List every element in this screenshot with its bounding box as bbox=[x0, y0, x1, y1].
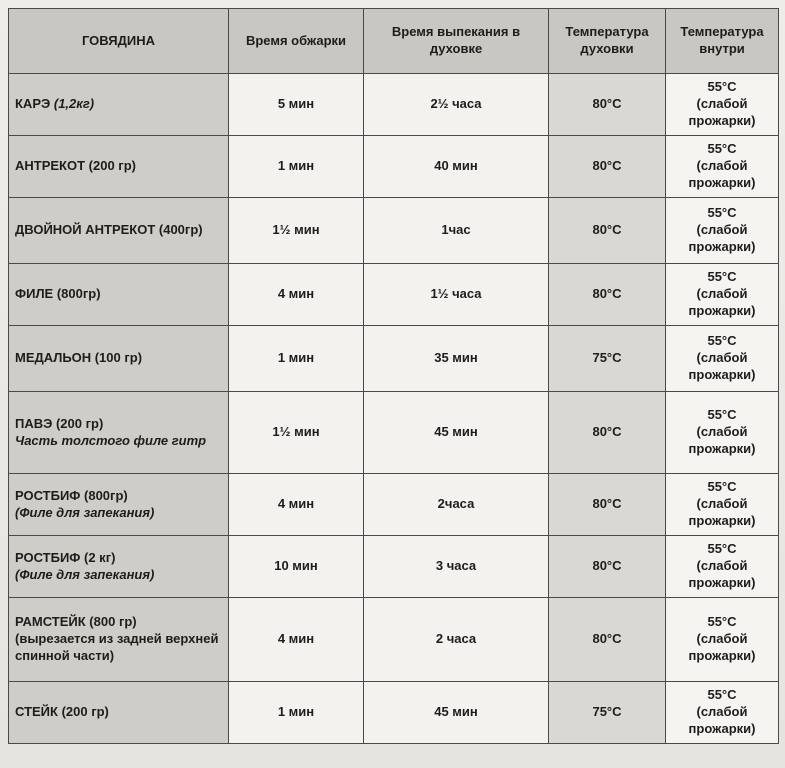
cell-bake-time: 2½ часа bbox=[364, 74, 549, 136]
cell-oven-temp: 80°C bbox=[549, 136, 666, 198]
cell-inside-temp bbox=[666, 136, 779, 198]
inside-temp-value: 55°C bbox=[707, 407, 737, 423]
cell-bake-time: 45 мин bbox=[364, 392, 549, 474]
cell-oven-temp: 80°C bbox=[549, 392, 666, 474]
cell-fry-time: 5 мин bbox=[229, 74, 364, 136]
table-row bbox=[9, 682, 779, 744]
inside-doneness: (слабой прожарки) bbox=[688, 222, 756, 254]
table-row bbox=[9, 326, 779, 392]
product-name: РАМСТЕЙК (800 гр) bbox=[15, 614, 137, 630]
cell-fry-time: 4 мин bbox=[229, 264, 364, 326]
cell-inside-temp bbox=[666, 682, 779, 744]
cell-inside-temp bbox=[666, 74, 779, 136]
inside-temp-value: 55°C bbox=[707, 614, 737, 630]
cell-product-name bbox=[9, 198, 229, 264]
cell-inside-temp bbox=[666, 392, 779, 474]
cell-fry-time: 10 мин bbox=[229, 536, 364, 598]
cell-inside-temp bbox=[666, 536, 779, 598]
product-name: КАРЭ bbox=[15, 96, 51, 112]
product-name: ПАВЭ (200 гр) bbox=[15, 415, 104, 431]
header-oven-temp: Температура духовки bbox=[549, 9, 666, 74]
table-row bbox=[9, 392, 779, 474]
cell-bake-time: 35 мин bbox=[364, 326, 549, 392]
table-row bbox=[9, 474, 779, 536]
cell-product-name bbox=[9, 392, 229, 474]
product-note: (вырезается из задней верхней спинной части) bbox=[15, 631, 219, 663]
cell-fry-time: 4 мин bbox=[229, 474, 364, 536]
cell-product-name bbox=[9, 326, 229, 392]
cell-oven-temp: 80°C bbox=[549, 198, 666, 264]
inside-doneness: (слабой прожарки) bbox=[688, 496, 756, 528]
cell-oven-temp: 80°C bbox=[549, 74, 666, 136]
inside-temp-value: 55°C bbox=[707, 269, 737, 285]
cell-product-name bbox=[9, 136, 229, 198]
inside-temp-value: 55°C bbox=[707, 205, 737, 221]
product-name: МЕДАЛЬОН (100 гр) bbox=[15, 350, 143, 366]
cell-oven-temp: 80°C bbox=[549, 598, 666, 682]
inside-temp-value: 55°C bbox=[707, 479, 737, 495]
inside-doneness: (слабой прожарки) bbox=[688, 350, 756, 382]
product-note: (Филе для запекания) bbox=[15, 504, 155, 520]
beef-cooking-table bbox=[8, 8, 779, 744]
inside-temp-value: 55°C bbox=[707, 79, 737, 95]
cell-bake-time: 3 часа bbox=[364, 536, 549, 598]
cell-fry-time: 1 мин bbox=[229, 136, 364, 198]
inside-doneness: (слабой прожарки) bbox=[688, 631, 756, 663]
cell-fry-time: 1½ мин bbox=[229, 198, 364, 264]
cell-product-name bbox=[9, 536, 229, 598]
cell-oven-temp: 80°C bbox=[549, 264, 666, 326]
cell-bake-time: 2часа bbox=[364, 474, 549, 536]
cell-fry-time: 4 мин bbox=[229, 598, 364, 682]
table-row bbox=[9, 598, 779, 682]
inside-doneness: (слабой прожарки) bbox=[688, 558, 756, 590]
cell-bake-time: 1½ часа bbox=[364, 264, 549, 326]
inside-temp-value: 55°C bbox=[707, 333, 737, 349]
cell-product-name bbox=[9, 474, 229, 536]
cell-inside-temp bbox=[666, 264, 779, 326]
cell-product-name bbox=[9, 74, 229, 136]
cell-fry-time: 1 мин bbox=[229, 682, 364, 744]
cell-inside-temp bbox=[666, 474, 779, 536]
inside-temp-value: 55°C bbox=[707, 687, 737, 703]
cell-product-name bbox=[9, 682, 229, 744]
cell-oven-temp: 75°C bbox=[549, 326, 666, 392]
product-name: ДВОЙНОЙ АНТРЕКОТ (400гр) bbox=[15, 222, 203, 238]
table-row bbox=[9, 264, 779, 326]
cell-inside-temp bbox=[666, 326, 779, 392]
cell-product-name bbox=[9, 598, 229, 682]
product-name: РОСТБИФ (2 кг) bbox=[15, 549, 116, 565]
product-note: (1,2кг) bbox=[53, 96, 95, 112]
product-name: АНТРЕКОТ (200 гр) bbox=[15, 158, 136, 174]
inside-doneness: (слабой прожарки) bbox=[688, 158, 756, 190]
product-name: РОСТБИФ (800гр) bbox=[15, 487, 128, 503]
header-row bbox=[9, 9, 779, 74]
cell-fry-time: 1 мин bbox=[229, 326, 364, 392]
header-inside-temp: Температура внутри bbox=[666, 9, 779, 74]
cell-oven-temp: 80°C bbox=[549, 474, 666, 536]
cell-bake-time: 2 часа bbox=[364, 598, 549, 682]
product-note: Часть толстого филе гитр bbox=[15, 432, 207, 448]
header-bake-time: Время выпекания в духовке bbox=[364, 9, 549, 74]
product-name: ФИЛЕ (800гр) bbox=[15, 286, 101, 302]
inside-doneness: (слабой прожарки) bbox=[688, 96, 756, 128]
table-row bbox=[9, 198, 779, 264]
header-product: ГОВЯДИНА bbox=[9, 9, 229, 74]
cell-bake-time: 40 мин bbox=[364, 136, 549, 198]
header-fry-time: Время обжарки bbox=[229, 9, 364, 74]
table-row bbox=[9, 136, 779, 198]
product-name: СТЕЙК (200 гр) bbox=[15, 704, 109, 720]
table-row bbox=[9, 536, 779, 598]
product-note: (Филе для запекания) bbox=[15, 566, 155, 582]
inside-doneness: (слабой прожарки) bbox=[688, 704, 756, 736]
inside-temp-value: 55°C bbox=[707, 141, 737, 157]
cell-oven-temp: 75°C bbox=[549, 682, 666, 744]
inside-doneness: (слабой прожарки) bbox=[688, 286, 756, 318]
cell-inside-temp bbox=[666, 198, 779, 264]
table-row bbox=[9, 74, 779, 136]
cell-fry-time: 1½ мин bbox=[229, 392, 364, 474]
cell-oven-temp: 80°C bbox=[549, 536, 666, 598]
cell-product-name bbox=[9, 264, 229, 326]
inside-doneness: (слабой прожарки) bbox=[688, 424, 756, 456]
cell-bake-time: 1час bbox=[364, 198, 549, 264]
cell-inside-temp bbox=[666, 598, 779, 682]
inside-temp-value: 55°C bbox=[707, 541, 737, 557]
cell-bake-time: 45 мин bbox=[364, 682, 549, 744]
